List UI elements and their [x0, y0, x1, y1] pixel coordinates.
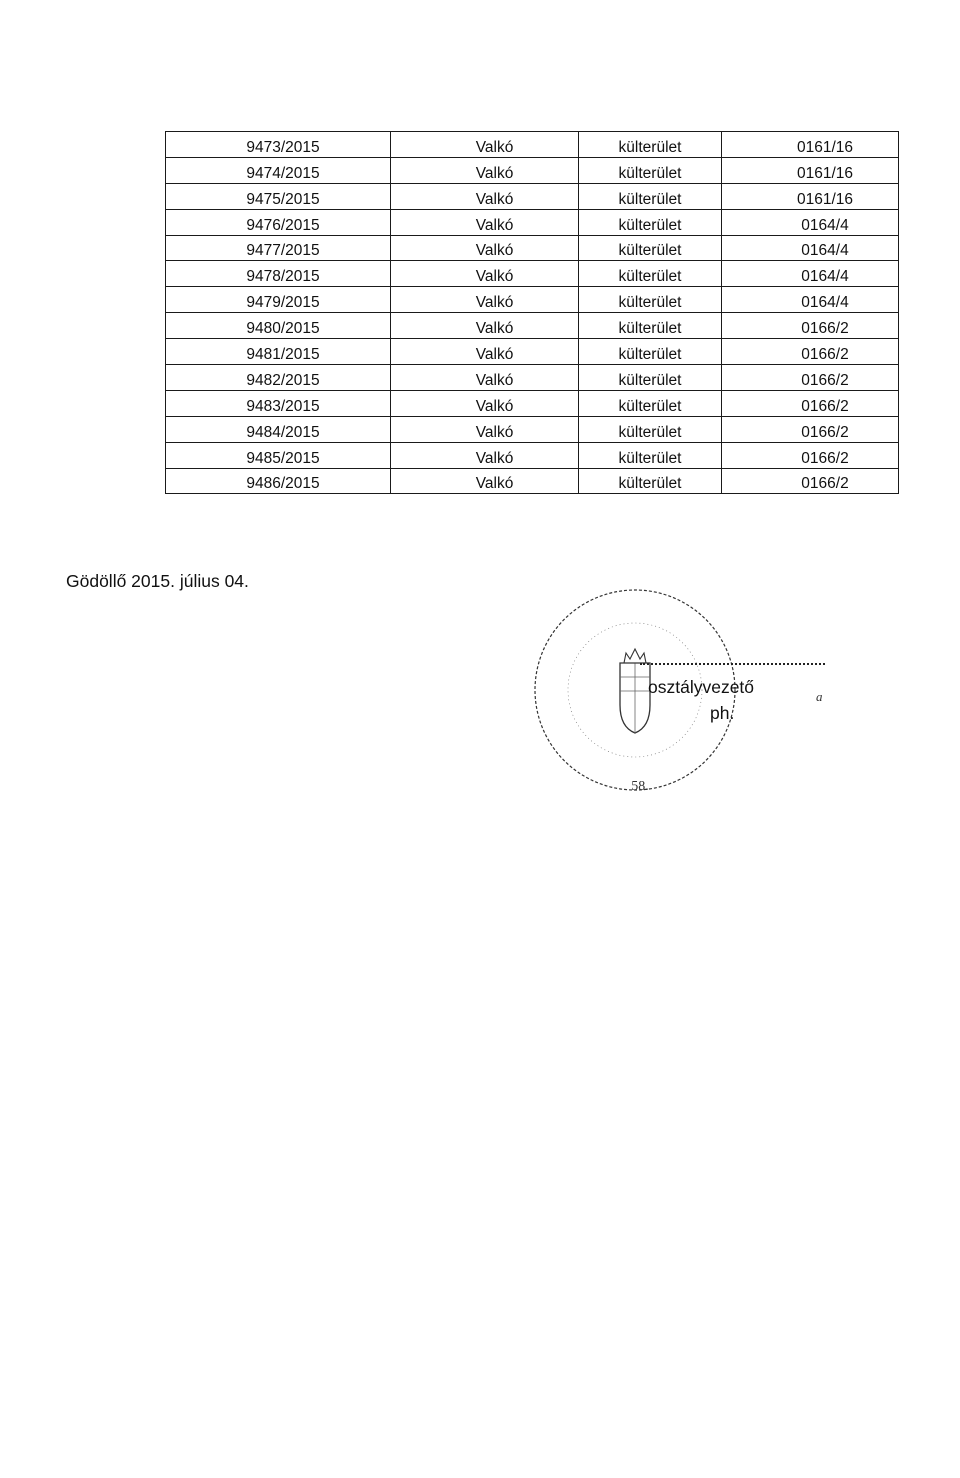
record-parcel: 0164/4 — [722, 235, 899, 261]
record-location: Valkó — [391, 339, 579, 365]
record-number: 9481/2015 — [166, 339, 391, 365]
record-area: külterület — [579, 157, 722, 183]
record-location: Valkó — [391, 442, 579, 468]
table-row — [166, 132, 899, 158]
record-parcel: 0161/16 — [722, 132, 899, 158]
record-area: külterület — [579, 235, 722, 261]
record-area: külterület — [579, 209, 722, 235]
record-area: külterület — [579, 261, 722, 287]
signature-block — [520, 585, 850, 815]
record-area: külterület — [579, 339, 722, 365]
record-number: 9485/2015 — [166, 442, 391, 468]
record-number: 9486/2015 — [166, 468, 391, 494]
record-number: 9473/2015 — [166, 132, 391, 158]
record-location: Valkó — [391, 390, 579, 416]
record-area: külterület — [579, 442, 722, 468]
record-location: Valkó — [391, 235, 579, 261]
record-parcel: 0166/2 — [722, 365, 899, 391]
record-parcel: 0166/2 — [722, 339, 899, 365]
record-parcel: 0164/4 — [722, 261, 899, 287]
table-row — [166, 390, 899, 416]
table-row — [166, 339, 899, 365]
seal-number: 58. — [631, 779, 649, 794]
record-number: 9483/2015 — [166, 390, 391, 416]
record-area: külterület — [579, 313, 722, 339]
record-location: Valkó — [391, 313, 579, 339]
record-location: Valkó — [391, 365, 579, 391]
place-date: Gödöllő 2015. július 04. — [66, 571, 249, 591]
record-area: külterület — [579, 365, 722, 391]
record-location: Valkó — [391, 287, 579, 313]
record-number: 9480/2015 — [166, 313, 391, 339]
record-number: 9479/2015 — [166, 287, 391, 313]
record-location: Valkó — [391, 183, 579, 209]
signer-title: osztályvezető — [648, 677, 755, 697]
record-location: Valkó — [391, 468, 579, 494]
record-number: 9477/2015 — [166, 235, 391, 261]
record-area: külterület — [579, 132, 722, 158]
signature-initials: a — [816, 689, 823, 704]
table-row — [166, 313, 899, 339]
record-area: külterület — [579, 468, 722, 494]
record-number: 9478/2015 — [166, 261, 391, 287]
record-area: külterület — [579, 390, 722, 416]
table-row — [166, 157, 899, 183]
record-location: Valkó — [391, 261, 579, 287]
table-row — [166, 209, 899, 235]
record-parcel: 0166/2 — [722, 442, 899, 468]
record-number: 9482/2015 — [166, 365, 391, 391]
record-location: Valkó — [391, 157, 579, 183]
record-area: külterület — [579, 183, 722, 209]
table-row — [166, 261, 899, 287]
record-location: Valkó — [391, 209, 579, 235]
record-area: külterület — [579, 416, 722, 442]
record-location: Valkó — [391, 416, 579, 442]
record-table — [165, 131, 899, 494]
record-parcel: 0166/2 — [722, 468, 899, 494]
record-parcel: 0161/16 — [722, 183, 899, 209]
record-number: 9484/2015 — [166, 416, 391, 442]
record-number: 9476/2015 — [166, 209, 391, 235]
table-row — [166, 442, 899, 468]
table-row — [166, 416, 899, 442]
record-location: Valkó — [391, 132, 579, 158]
record-parcel: 0164/4 — [722, 209, 899, 235]
record-number: 9475/2015 — [166, 183, 391, 209]
table-row — [166, 235, 899, 261]
seal-mark: ph. — [710, 703, 735, 723]
record-number: 9474/2015 — [166, 157, 391, 183]
table-row — [166, 287, 899, 313]
table-row — [166, 468, 899, 494]
record-parcel: 0164/4 — [722, 287, 899, 313]
signature-line — [640, 663, 825, 665]
record-parcel: 0161/16 — [722, 157, 899, 183]
record-parcel: 0166/2 — [722, 416, 899, 442]
record-area: külterület — [579, 287, 722, 313]
record-parcel: 0166/2 — [722, 390, 899, 416]
record-parcel: 0166/2 — [722, 313, 899, 339]
table-row — [166, 365, 899, 391]
official-seal — [520, 585, 750, 815]
table-row — [166, 183, 899, 209]
